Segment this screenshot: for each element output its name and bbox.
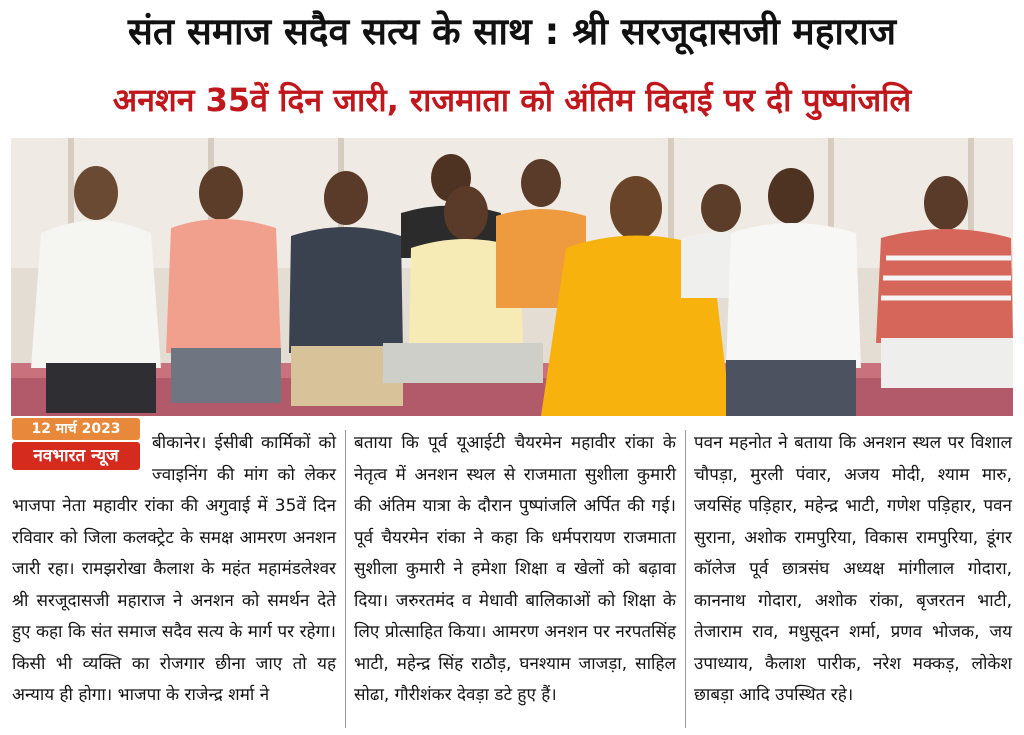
headline: संत समाज सदैव सत्य के साथ : श्री सरजूदासजी महाराज — [127, 10, 897, 53]
date-badge: 12 मार्च 2023 — [12, 418, 140, 440]
news-photo — [11, 138, 1013, 416]
article-text-3: पवन महनोत ने बताया कि अनशन स्थल पर विशाल चौपड़ा, मुरली पंवार, अजय मोदी, श्याम मारु, जयसिंह पड़िहार, महेन्द्र भाटी, गणेश पड़िहार, पवन सुराना, अशोक रामपुरिया, विकास रामपुरिया, डूंगर कॉलेज पूर्व छात्रसंघ अध्यक्ष मांगीलाल गोदारा, काननाथ गोदारा, अशोक रांका, बृजरतन भाटी, तेजाराम राव, मधुसूदन शर्मा, प्रणव भोजक, जय उपाध्याय, कैलाश पारीक, नरेश मक्कड़, लोकेश छाबड़ा आदि उपस्थित रहे। — [694, 433, 1012, 705]
article-column-1 — [12, 421, 336, 712]
article-column-3 — [694, 428, 1012, 712]
article-column-2 — [354, 428, 676, 712]
column-divider — [345, 430, 346, 728]
article-text-2: बताया कि पूर्व यूआईटी चैयरमेन महावीर रांका के नेतृत्व में अनशन स्थल से राजमाता सुशीला कुमारी की अंतिम यात्रा के दौरान पुष्पांजलि अर्पित की गई। पूर्व चैयरमेन रांका ने कहा कि धर्मपरायण राजमाता सुशीला कुमारी ने हमेशा शिक्षा व खेलों को बढ़ावा दिया। जरुरतमंद व मेधावी बालिकाओं को शिक्षा के लिए प्रोत्साहित किया। आमरण अनशन पर नरपतसिंह भाटी, महेन्द्र सिंह राठौड़, घनश्याम जाजड़ा, साहिल सोढा, गौरीशंकर देवड़ा डटे हुए हैं। — [354, 433, 676, 705]
article-text-1: बीकानेर। ईसीबी कार्मिकों को ज्वाइनिंग की मांग को लेकर भाजपा नेता महावीर रांका की अगुवाई में 35वें दिन रविवार को जिला कलक्ट्रेट के समक्ष आमरण अनशन जारी रहा। रामझरोखा कैलाश के महंत महामंडलेश्वर श्री सरजूदासजी महाराज ने अनशन को समर्थन देते हुए कहा कि संत समाज सदैव सत्य के मार्ग पर रहेगा। किसी भी व्यक्ति का रोजगार छीना जाए तो यह अन्याय ही होगा। भाजपा के राजेन्द्र शर्मा ने — [12, 433, 336, 705]
subheadline: अनशन 35वें दिन जारी, राजमाता को अंतिम विदाई पर दी पुष्पांजलि — [112, 81, 912, 119]
column-divider — [685, 430, 686, 728]
newspaper-badge: नवभारत न्यूज — [12, 442, 140, 470]
dateline-badges — [12, 421, 144, 488]
